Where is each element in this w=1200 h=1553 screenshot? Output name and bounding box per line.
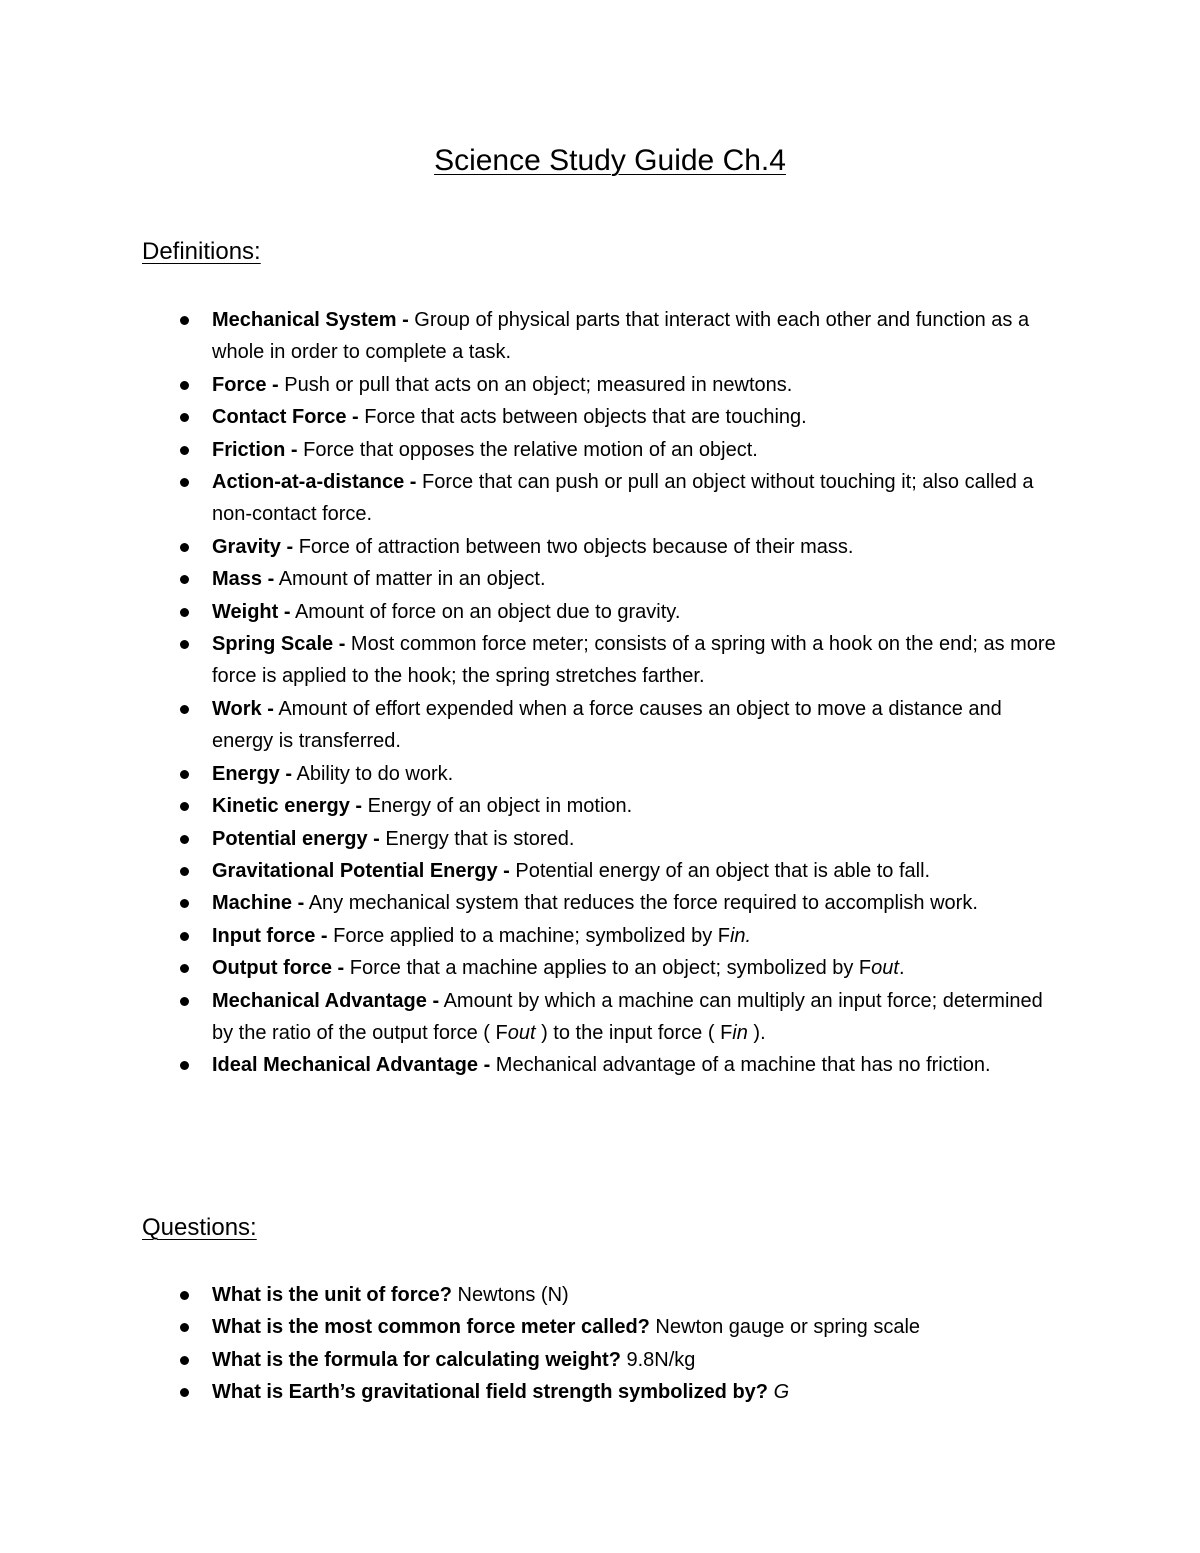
- bullet-icon: [180, 867, 189, 876]
- definition-item: Mechanical Advantage - Amount by which a machine can multiply an input force; determined by the ratio of the output force ( Fout ) to the input force ( Fin ).: [180, 985, 1060, 1050]
- question-text: What is Earth’s gravitational field strength symbolized by?: [212, 1381, 769, 1404]
- definition-item: Gravity - Force of attraction between two objects because of their mass.: [180, 531, 1060, 563]
- bullet-icon: [180, 770, 189, 779]
- definitions-heading: Definitions:: [142, 238, 261, 265]
- bullet-icon: [180, 543, 189, 552]
- bullet-icon: [180, 316, 189, 325]
- bullet-icon: [180, 997, 189, 1006]
- bullet-icon: [180, 640, 189, 649]
- definition-term: Force: [212, 373, 267, 396]
- definition-term: Potential energy: [212, 827, 368, 850]
- definition-term: Mechanical Advantage: [212, 989, 427, 1012]
- definition-text: Force that opposes the relative motion of an object.: [297, 438, 758, 461]
- definition-text: Amount of matter in an object.: [274, 568, 546, 591]
- question-text: What is the most common force meter called?: [212, 1316, 650, 1339]
- definition-item: Friction - Force that opposes the relative motion of an object.: [180, 434, 1060, 466]
- subscript-out: out: [871, 957, 899, 980]
- definition-text: Energy of an object in motion.: [362, 795, 633, 818]
- definition-item: Output force - Force that a machine applies to an object; symbolized by Fout.: [180, 952, 1060, 984]
- bullet-icon: [180, 478, 189, 487]
- bullet-icon: [180, 1323, 189, 1332]
- definition-item: Kinetic energy - Energy of an object in motion.: [180, 790, 1060, 822]
- definition-item: Machine - Any mechanical system that reduces the force required to accomplish work.: [180, 887, 1060, 919]
- definitions-list: [180, 304, 1060, 1082]
- definition-item: Mass - Amount of matter in an object.: [180, 563, 1060, 595]
- definition-text: Force applied to a machine; symbolized by F: [327, 924, 730, 947]
- answer-text: 9.8N/kg: [620, 1348, 696, 1371]
- definition-text: Force that a machine applies to an object; symbolized by F: [344, 957, 872, 980]
- bullet-icon: [180, 608, 189, 617]
- bullet-icon: [180, 899, 189, 908]
- definition-term: Energy: [212, 762, 280, 785]
- definition-text-end: ).: [747, 1021, 766, 1044]
- definition-term: Friction: [212, 438, 286, 461]
- definition-item: Action-at-a-distance - Force that can push or pull an object without touching it; also called a non-contact force.: [180, 466, 1060, 531]
- answer-text: Newtons (N): [452, 1284, 569, 1306]
- definition-term: Spring Scale: [212, 633, 334, 656]
- definition-text: Amount by which a machine can multiply an input force; determined by the ratio of the output force ( F: [212, 989, 1043, 1044]
- bullet-icon: [180, 575, 189, 584]
- bullet-icon: [180, 802, 189, 811]
- bullet-icon: [180, 835, 189, 844]
- subscript-in: in.: [729, 924, 752, 947]
- definition-item: Work - Amount of effort expended when a force causes an object to move a distance and energy is transferred.: [180, 693, 1060, 758]
- definition-term: Work: [212, 697, 262, 720]
- definition-text: Amount of force on an object due to gravity.: [290, 600, 681, 623]
- definition-item: Gravitational Potential Energy - Potential energy of an object that is able to fall.: [180, 855, 1060, 887]
- definition-text: Most common force meter; consists of a spring with a hook on the end; as more force is applied to the hook; the spring stretches farther.: [212, 633, 1056, 688]
- definition-item: Energy - Ability to do work.: [180, 758, 1060, 790]
- definition-term: Output force: [212, 957, 332, 980]
- definition-item: Potential energy - Energy that is stored.: [180, 823, 1060, 855]
- definition-text-mid: ) to the input force ( F: [535, 1021, 733, 1044]
- definition-text: Potential energy of an object that is able to fall.: [509, 859, 931, 882]
- definition-item: Force - Push or pull that acts on an object; measured in newtons.: [180, 369, 1060, 401]
- bullet-icon: [180, 964, 189, 973]
- definition-term: Kinetic energy: [212, 795, 350, 818]
- answer-text: G: [773, 1381, 790, 1404]
- definition-term: Weight: [212, 600, 279, 623]
- definition-term: Machine: [212, 892, 293, 915]
- definition-text: Any mechanical system that reduces the force required to accomplish work.: [304, 892, 978, 915]
- definition-item: Contact Force - Force that acts between objects that are touching.: [180, 401, 1060, 433]
- bullet-icon: [180, 446, 189, 455]
- definition-term: Gravitational Potential Energy: [212, 859, 498, 882]
- bullet-icon: [180, 413, 189, 422]
- bullet-icon: [180, 705, 189, 714]
- definition-text-end: .: [898, 957, 905, 980]
- definition-item: Spring Scale - Most common force meter; consists of a spring with a hook on the end; as more force is applied to the hook; the spring stretches farther.: [180, 628, 1060, 693]
- bullet-icon: [180, 932, 189, 941]
- definition-text: Group of physical parts that interact with each other and function as a whole in order to complete a task.: [212, 309, 1030, 364]
- subscript-in: in: [732, 1021, 748, 1044]
- definition-text: Mechanical advantage of a machine that has no friction.: [490, 1054, 991, 1077]
- question-text: What is the formula for calculating weight?: [212, 1348, 621, 1371]
- bullet-icon: [180, 381, 189, 390]
- bullet-icon: [180, 1388, 189, 1397]
- bullet-icon: [180, 1291, 189, 1300]
- definition-term: Contact Force: [212, 406, 347, 429]
- answer-text: Newton gauge or spring scale: [649, 1316, 921, 1339]
- question-item: [180, 1279, 1060, 1311]
- definition-text: Ability to do work.: [292, 762, 454, 785]
- questions-heading: Questions:: [142, 1214, 257, 1241]
- question-item: [180, 1344, 1060, 1376]
- bullet-icon: [180, 1061, 189, 1070]
- definition-term: Gravity: [212, 535, 281, 558]
- definition-term: Mechanical System: [212, 309, 397, 331]
- definition-term: Input force: [212, 924, 316, 947]
- definition-term: Mass: [212, 568, 263, 591]
- subscript-out: out: [507, 1021, 536, 1044]
- question-text: What is the unit of force?: [212, 1284, 452, 1306]
- definition-term: Ideal Mechanical Advantage: [212, 1054, 479, 1077]
- definition-term: Action-at-a-distance: [212, 471, 405, 494]
- definition-text: Force that can push or pull an object without touching it; also called a non-contact force.: [212, 471, 1034, 526]
- page-title: Science Study Guide Ch.4: [434, 144, 786, 177]
- definition-text: Energy that is stored.: [379, 827, 575, 850]
- definition-item: Input force - Force applied to a machine; symbolized by Fin.: [180, 920, 1060, 952]
- definition-text: Amount of effort expended when a force causes an object to move a distance and energy is transferred.: [212, 697, 1002, 753]
- bullet-icon: [180, 1356, 189, 1365]
- definition-item: Weight - Amount of force on an object due to gravity.: [180, 596, 1060, 628]
- definition-item: Ideal Mechanical Advantage - Mechanical advantage of a machine that has no friction.: [180, 1049, 1060, 1081]
- definition-item: Mechanical System - Group of physical parts that interact with each other and function as a whole in order to complete a task.: [180, 304, 1060, 369]
- definition-text: Push or pull that acts on an object; measured in newtons.: [278, 373, 793, 396]
- question-item: [180, 1376, 1060, 1408]
- question-item: [180, 1311, 1060, 1343]
- definition-text: Force of attraction between two objects because of their mass.: [293, 535, 854, 558]
- definition-text: Force that acts between objects that are touching.: [358, 406, 807, 429]
- questions-list: [180, 1279, 1060, 1409]
